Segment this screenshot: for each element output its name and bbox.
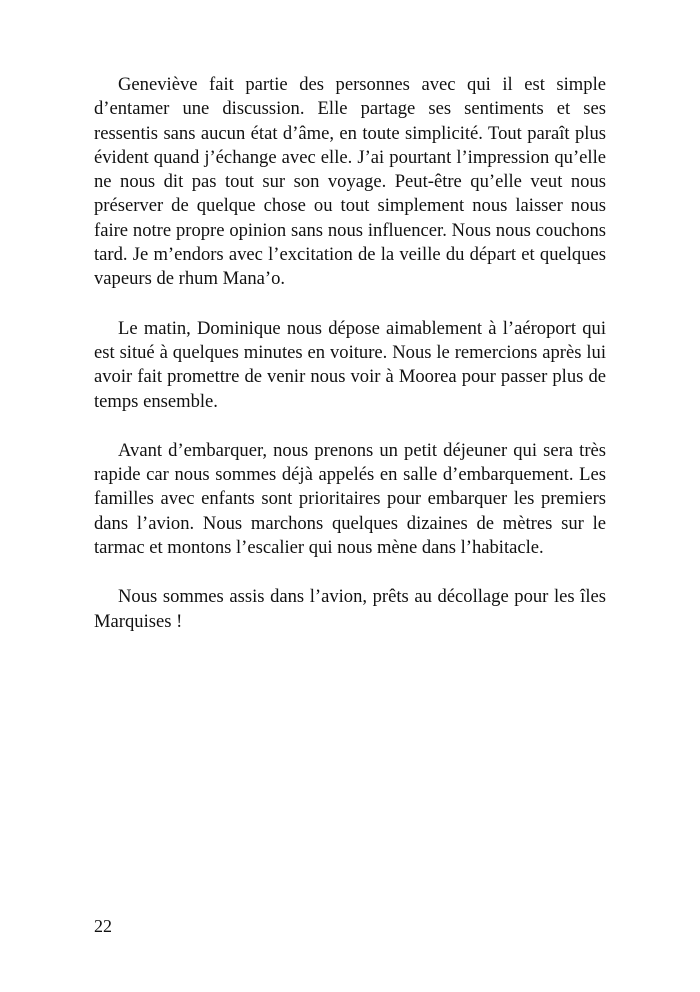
paragraph: Avant d’embarquer, nous prenons un petit déjeuner qui sera très rapide car nous sommes déjà appelés en salle d’embarquement. Les familles avec enfants sont prioritaires pour embarquer les premiers dans l’avion. Nous marchons quelques dizaines de mètres sur le tarmac et montons l’escalier qui nous mène dans l’habitacle. (94, 439, 606, 559)
body-text (94, 73, 606, 659)
page-number: 22 (94, 916, 112, 936)
paragraph: Nous sommes assis dans l’avion, prêts au décollage pour les îles Marquises ! (94, 586, 606, 632)
paragraph: Geneviève fait partie des personnes avec qui il est simple d’entamer une discussion. Elle partage ses sentiments et ses ressentis sans aucun état d’âme, en toute simplicité. Tout paraît plus évident quand j’échange avec elle. J’ai pourtant l’impression qu’elle ne nous dit pas tout sur son voyage. Peut-être qu’elle veut nous préserver de quelque chose ou tout simplement nous laisser nous faire notre propre opinion sans nous influencer. Nous nous couchons tard. Je m’endors avec l’excitation de la veille du départ et quelques vapeurs de rhum Mana’o. (94, 74, 606, 290)
paragraph: Le matin, Dominique nous dépose aimablement à l’aéroport qui est situé à quelques minutes en voiture. Nous le remercions après lui avoir fait promettre de venir nous voir à Moorea pour passer plus de temps ensemble. (94, 317, 606, 412)
